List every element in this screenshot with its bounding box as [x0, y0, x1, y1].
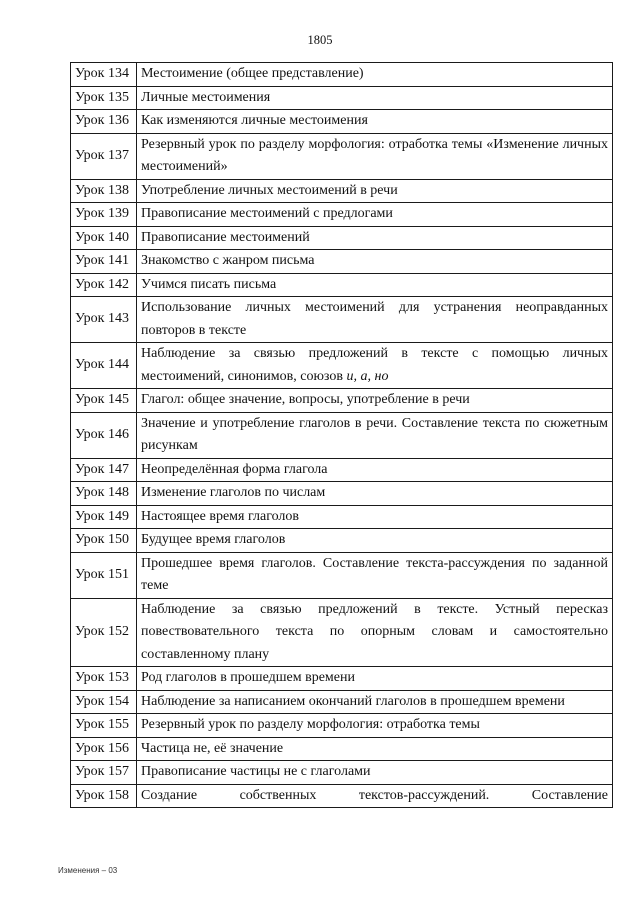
table-row: [71, 529, 613, 553]
lesson-topic: Изменение глаголов по числам: [137, 482, 613, 506]
lesson-topic: Употребление личных местоимений в речи: [137, 179, 613, 203]
lesson-topic: Наблюдение за написанием окончаний глаголов в прошедшем времени: [137, 690, 613, 714]
lesson-number: Урок 155: [71, 714, 137, 738]
lesson-topic: [137, 343, 613, 389]
table-row: [71, 226, 613, 250]
table-row: [71, 133, 613, 179]
table-row: [71, 250, 613, 274]
table-row: [71, 598, 613, 667]
lesson-topic-italic: и, а, но: [346, 368, 389, 384]
lesson-number: Урок 151: [71, 552, 137, 598]
lesson-number: Урок 142: [71, 273, 137, 297]
table-row: [71, 110, 613, 134]
lesson-topic: Резервный урок по разделу морфология: отработка темы «Изменение личных местоимений»: [137, 133, 613, 179]
lesson-number: Урок 135: [71, 86, 137, 110]
table-row: [71, 761, 613, 785]
lesson-number: Урок 146: [71, 412, 137, 458]
lesson-topic: Учимся писать письма: [137, 273, 613, 297]
lesson-topic: Создание собственных текстов-рассуждений. Составление: [137, 784, 613, 808]
lesson-number: Урок 154: [71, 690, 137, 714]
lesson-topic: Использование личных местоимений для устранения неоправданных повторов в тексте: [137, 297, 613, 343]
table-row: [71, 412, 613, 458]
lesson-number: Урок 138: [71, 179, 137, 203]
table-row: [71, 458, 613, 482]
lesson-topic: Правописание частицы не с глаголами: [137, 761, 613, 785]
lesson-number: Урок 141: [71, 250, 137, 274]
lesson-topic: Знакомство с жанром письма: [137, 250, 613, 274]
lesson-topic: Род глаголов в прошедшем времени: [137, 667, 613, 691]
lesson-topic: Значение и употребление глаголов в речи. Составление текста по сюжетным рисункам: [137, 412, 613, 458]
revision-footer: Изменения – 03: [58, 866, 118, 875]
lesson-topic: Наблюдение за связью предложений в тексте. Устный пересказ повествовательного текста по опорным словам и самостоятельно составленному плану: [137, 598, 613, 667]
lesson-number: Урок 153: [71, 667, 137, 691]
lesson-number: Урок 158: [71, 784, 137, 808]
lesson-number: Урок 137: [71, 133, 137, 179]
lesson-number: Урок 152: [71, 598, 137, 667]
table-row: [71, 784, 613, 808]
lesson-topic: Правописание местоимений: [137, 226, 613, 250]
lesson-topic: Настоящее время глаголов: [137, 505, 613, 529]
lesson-number: Урок 139: [71, 203, 137, 227]
table-row: [71, 86, 613, 110]
table-row: [71, 179, 613, 203]
lesson-topic: Местоимение (общее представление): [137, 63, 613, 87]
lesson-topic: Прошедшее время глаголов. Составление текста-рассуждения по заданной теме: [137, 552, 613, 598]
lesson-topic: Частица не, её значение: [137, 737, 613, 761]
table-row: [71, 482, 613, 506]
table-row: [71, 203, 613, 227]
lesson-number: Урок 156: [71, 737, 137, 761]
lesson-topic: Глагол: общее значение, вопросы, употребление в речи: [137, 389, 613, 413]
lesson-topic: Резервный урок по разделу морфология: отработка темы: [137, 714, 613, 738]
lesson-number: Урок 136: [71, 110, 137, 134]
lesson-number: Урок 134: [71, 63, 137, 87]
lesson-number: Урок 144: [71, 343, 137, 389]
table-row: [71, 389, 613, 413]
table-row: [71, 667, 613, 691]
lesson-number: Урок 140: [71, 226, 137, 250]
table-row: [71, 343, 613, 389]
lesson-number: Урок 149: [71, 505, 137, 529]
lesson-number: Урок 157: [71, 761, 137, 785]
lesson-number: Урок 145: [71, 389, 137, 413]
lesson-topic: Как изменяются личные местоимения: [137, 110, 613, 134]
page-number: 1805: [307, 33, 333, 47]
lesson-number: Урок 148: [71, 482, 137, 506]
lesson-topic-text: Наблюдение за связью предложений в тексте с помощью личных местоимений, синонимов, союзов: [141, 346, 608, 384]
lesson-topic: Правописание местоимений с предлогами: [137, 203, 613, 227]
lesson-number: Урок 147: [71, 458, 137, 482]
table-row: [71, 505, 613, 529]
lesson-topic: Неопределённая форма глагола: [137, 458, 613, 482]
lesson-number: Урок 150: [71, 529, 137, 553]
table-row: [71, 737, 613, 761]
lessons-table: [70, 62, 613, 808]
table-row: [71, 63, 613, 87]
table-row: [71, 273, 613, 297]
table-row: [71, 297, 613, 343]
table-row: [71, 690, 613, 714]
lesson-number: Урок 143: [71, 297, 137, 343]
table-row: [71, 714, 613, 738]
lesson-topic: Личные местоимения: [137, 86, 613, 110]
lesson-topic: Будущее время глаголов: [137, 529, 613, 553]
table-row: [71, 552, 613, 598]
